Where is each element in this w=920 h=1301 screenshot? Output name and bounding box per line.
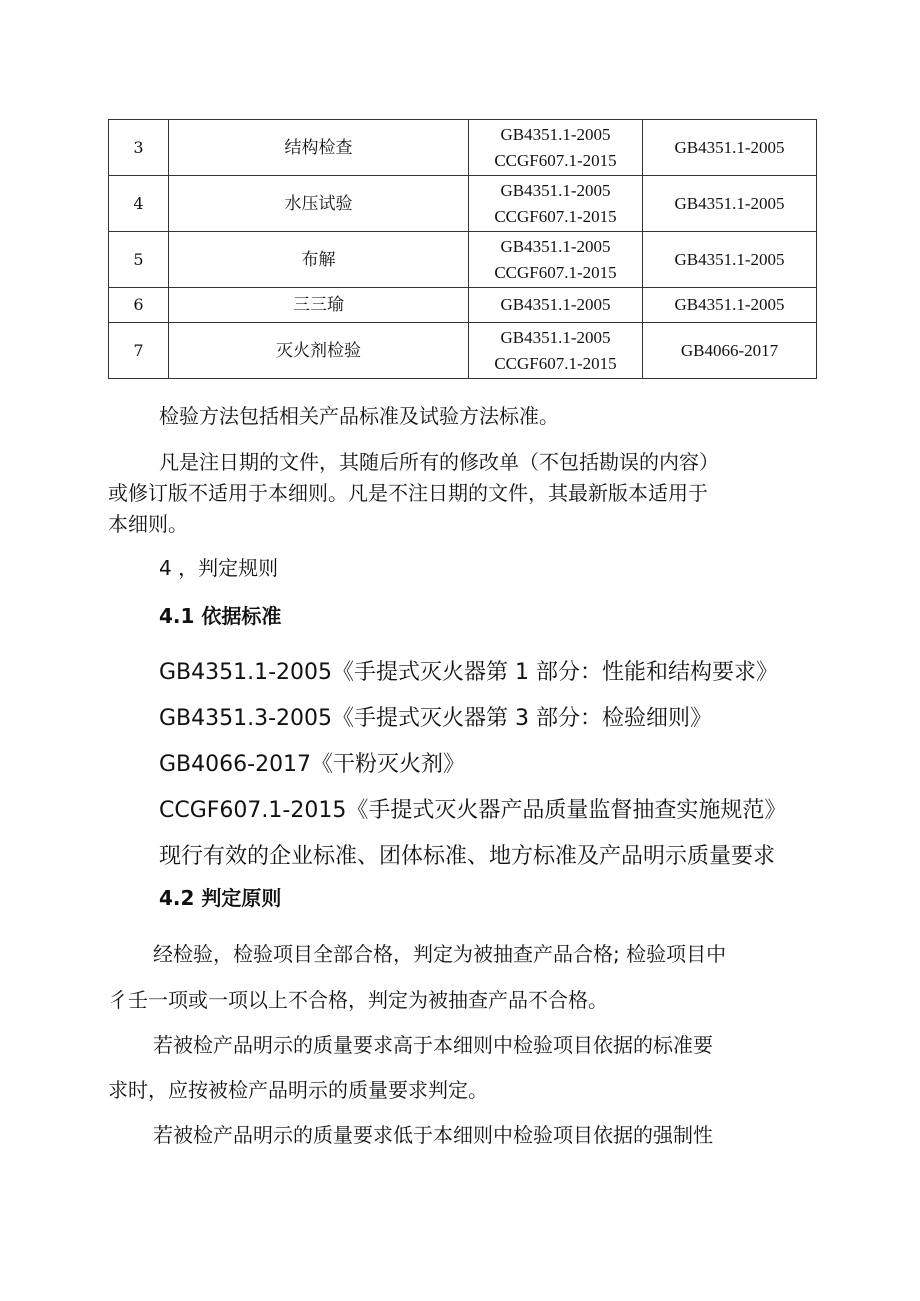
- judgment-basis: GB4066-2017: [643, 323, 817, 379]
- judgment-basis: GB4351.1-2005: [643, 288, 817, 323]
- judgment-basis: GB4351.1-2005: [643, 176, 817, 232]
- table-row: [109, 232, 817, 288]
- judgment-basis: GB4351.1-2005: [643, 120, 817, 176]
- standards-table: [108, 119, 817, 379]
- row-number: 3: [109, 120, 169, 176]
- test-method: [469, 288, 643, 323]
- method-standard: GB4351.1-2005: [500, 295, 611, 314]
- method-standard: CCGF607.1-2015: [494, 206, 617, 226]
- paragraph-method-note: 检验方法包括相关产品标准及试验方法标准。: [159, 404, 559, 428]
- reference-standard-2: GB4351.3-2005《手提式灭火器第 3 部分：检验细则》: [159, 706, 713, 731]
- paragraph-dated-docs-line-1: 凡是注日期的文件，其随后所有的修改单（不包括勘误的内容）: [159, 450, 719, 474]
- table-row: [109, 323, 817, 379]
- paragraph-lower-requirement-line-1: 若被检产品明示的质量要求低于本细则中检验项目依据的强制性: [153, 1123, 713, 1147]
- method-standard: GB4351.1-2005: [500, 236, 611, 256]
- test-method: [469, 323, 643, 379]
- section-heading-4-2: 4.2 判定原则: [159, 886, 282, 910]
- paragraph-higher-requirement-line-1: 若被检产品明示的质量要求高于本细则中检验项目依据的标准要: [153, 1033, 713, 1057]
- test-method: [469, 176, 643, 232]
- reference-standard-1: GB4351.1-2005《手提式灭火器第 1 部分：性能和结构要求》: [159, 660, 779, 685]
- table-row: [109, 120, 817, 176]
- table-row: [109, 176, 817, 232]
- inspection-item: 水压试验: [169, 176, 469, 232]
- judgment-basis: GB4351.1-2005: [643, 232, 817, 288]
- section-heading-4: 4 ，判定规则: [159, 556, 279, 580]
- paragraph-dated-docs-line-3: 本细则。: [108, 512, 188, 536]
- test-method: [469, 232, 643, 288]
- method-standard: CCGF607.1-2015: [494, 262, 617, 282]
- method-standard: GB4351.1-2005: [500, 180, 611, 200]
- method-standard: GB4351.1-2005: [500, 124, 611, 144]
- paragraph-judgment-line-2: 彳壬一项或一项以上不合格，判定为被抽查产品不合格。: [108, 988, 608, 1012]
- method-standard: CCGF607.1-2015: [494, 353, 617, 373]
- reference-standard-4: CCGF607.1-2015《手提式灭火器产品质量监督抽查实施规范》: [159, 798, 787, 823]
- paragraph-higher-requirement-line-2: 求时，应按被检产品明示的质量要求判定。: [108, 1078, 488, 1102]
- paragraph-judgment-line-1: 经检验，检验项目全部合格，判定为被抽查产品合格; 检验项目中: [153, 942, 727, 966]
- table-row: [109, 288, 817, 323]
- method-standard: GB4351.1-2005: [500, 327, 611, 347]
- method-standard: CCGF607.1-2015: [494, 150, 617, 170]
- row-number: 7: [109, 323, 169, 379]
- row-number: 6: [109, 288, 169, 323]
- inspection-item: 三三瑜: [169, 288, 469, 323]
- inspection-item: 结构检查: [169, 120, 469, 176]
- row-number: 4: [109, 176, 169, 232]
- inspection-item: 布解: [169, 232, 469, 288]
- row-number: 5: [109, 232, 169, 288]
- inspection-item: 灭火剂检验: [169, 323, 469, 379]
- test-method: [469, 120, 643, 176]
- reference-standard-3: GB4066-2017《干粉灭火剂》: [159, 752, 466, 777]
- section-heading-4-1: 4.1 依据标准: [159, 604, 282, 628]
- paragraph-dated-docs-line-2: 或修订版不适用于本细则。凡是不注日期的文件，其最新版本适用于: [108, 481, 708, 505]
- reference-standard-5: 现行有效的企业标准、团体标准、地方标准及产品明示质量要求: [159, 844, 776, 869]
